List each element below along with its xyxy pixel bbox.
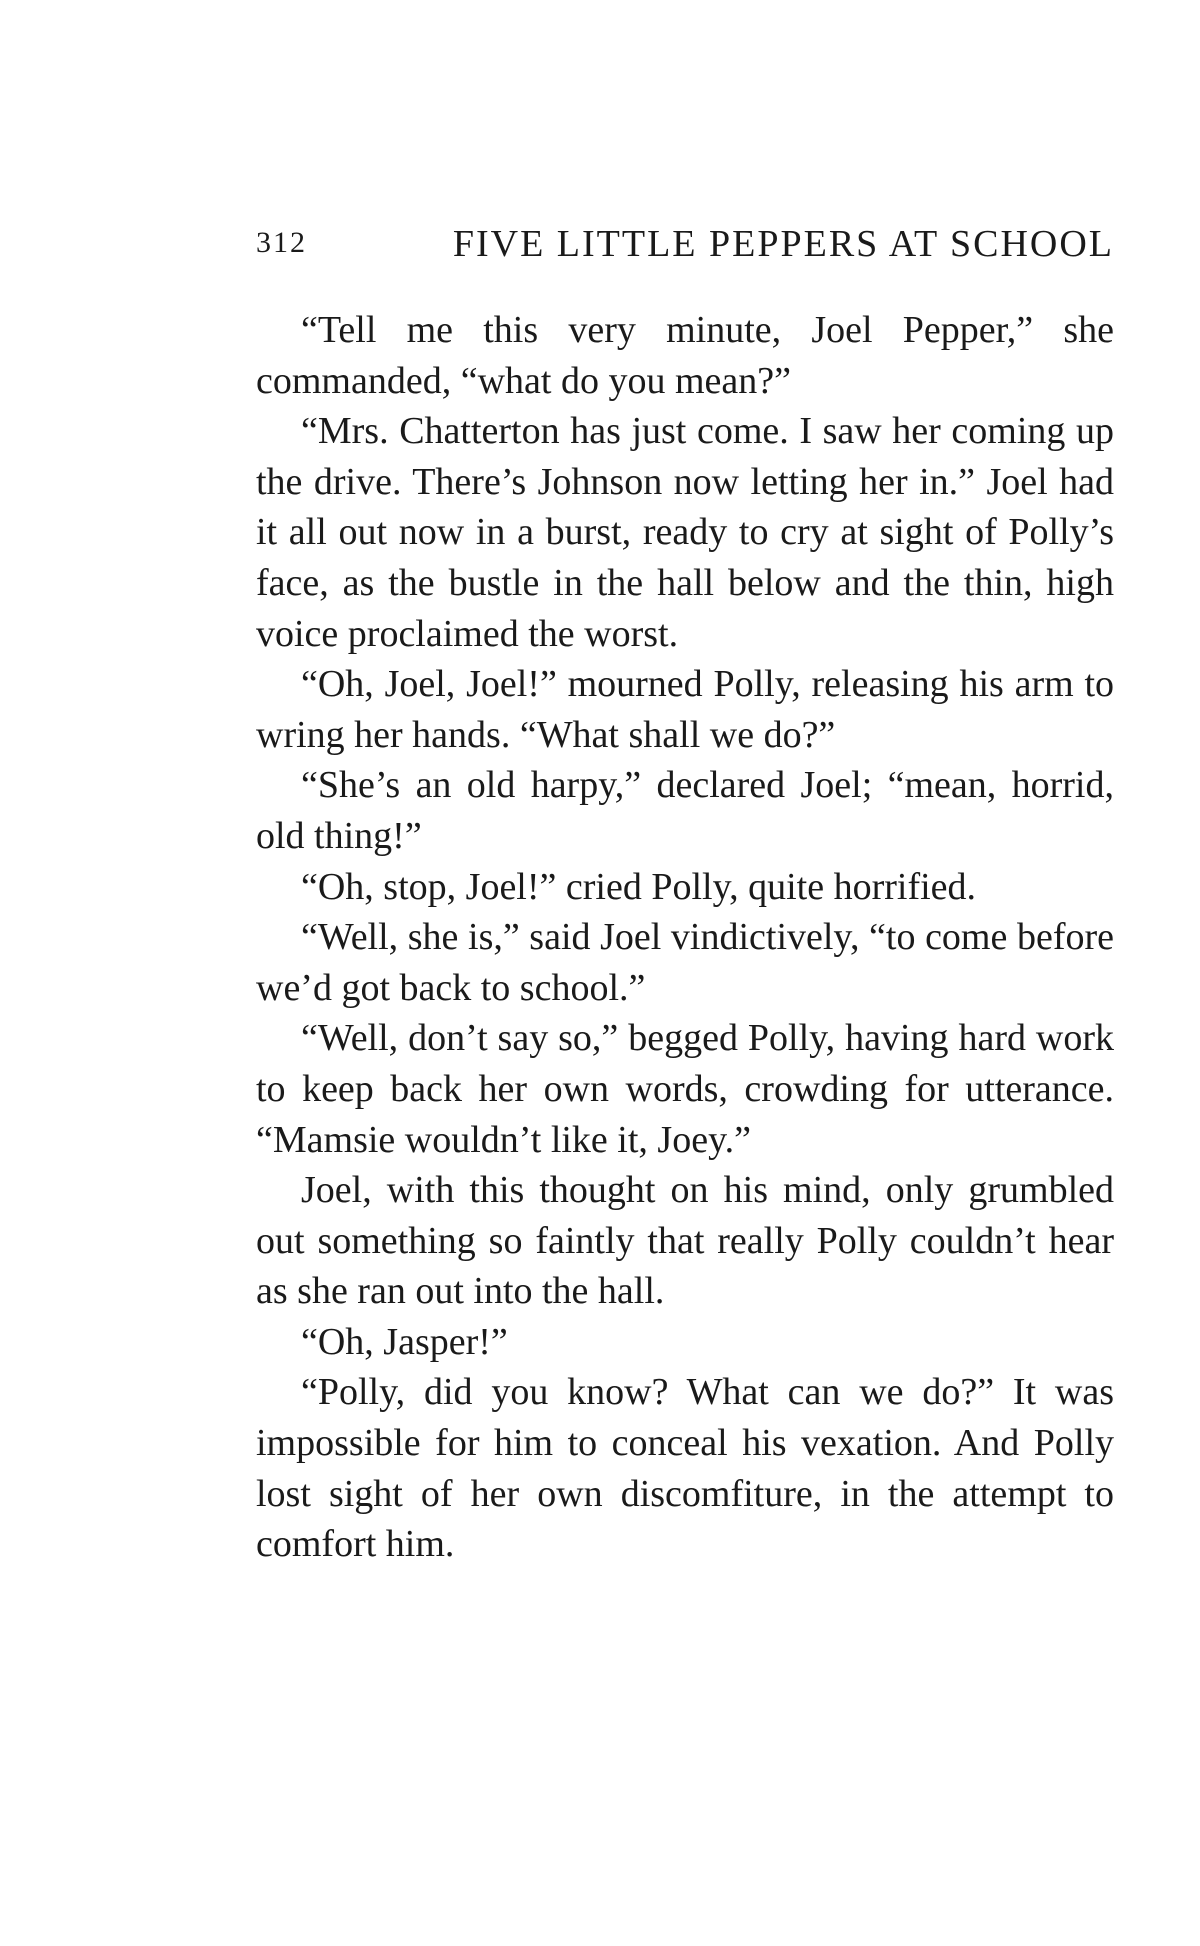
- paragraph: “Oh, Joel, Joel!” mourned Polly, releasing his arm to wring her hands. “What shall we do?”: [256, 663, 1114, 756]
- running-header: [256, 222, 1114, 272]
- paragraph: “She’s an old harpy,” declared Joel; “mean, horrid, old thing!”: [256, 764, 1114, 857]
- paragraph: “Tell me this very minute, Joel Pepper,” she commanded, “what do you mean?”: [256, 309, 1114, 402]
- body-text: [256, 305, 1114, 1570]
- paragraph: “Well, she is,” said Joel vindictively, “to come before we’d got back to school.”: [256, 916, 1114, 1009]
- paragraph: “Oh, stop, Joel!” cried Polly, quite horrified.: [301, 865, 977, 908]
- paragraph: “Oh, Jasper!”: [301, 1320, 508, 1363]
- page-number: 312: [256, 226, 307, 259]
- running-title: FIVE LITTLE PEPPERS AT SCHOOL: [452, 223, 1114, 265]
- paragraph: “Well, don’t say so,” begged Polly, having hard work to keep back her own words, crowding for utterance. “Mamsie wouldn’t like it, Joey.”: [256, 1017, 1114, 1161]
- paragraph: Joel, with this thought on his mind, only grumbled out something so faintly that really Polly couldn’t hear as she ran out into the hall.: [256, 1169, 1114, 1313]
- paragraph: “Polly, did you know? What can we do?” It was impossible for him to conceal his vexation. And Polly lost sight of her own discomfiture, in the attempt to comfort him.: [256, 1371, 1114, 1566]
- paragraph: “Mrs. Chatterton has just come. I saw her coming up the drive. There’s Johnson now letting her in.” Joel had it all out now in a burst, ready to cry at sight of Polly’s face, as the bustle in the hall below and the thin, high voice proclaimed the worst.: [256, 410, 1114, 655]
